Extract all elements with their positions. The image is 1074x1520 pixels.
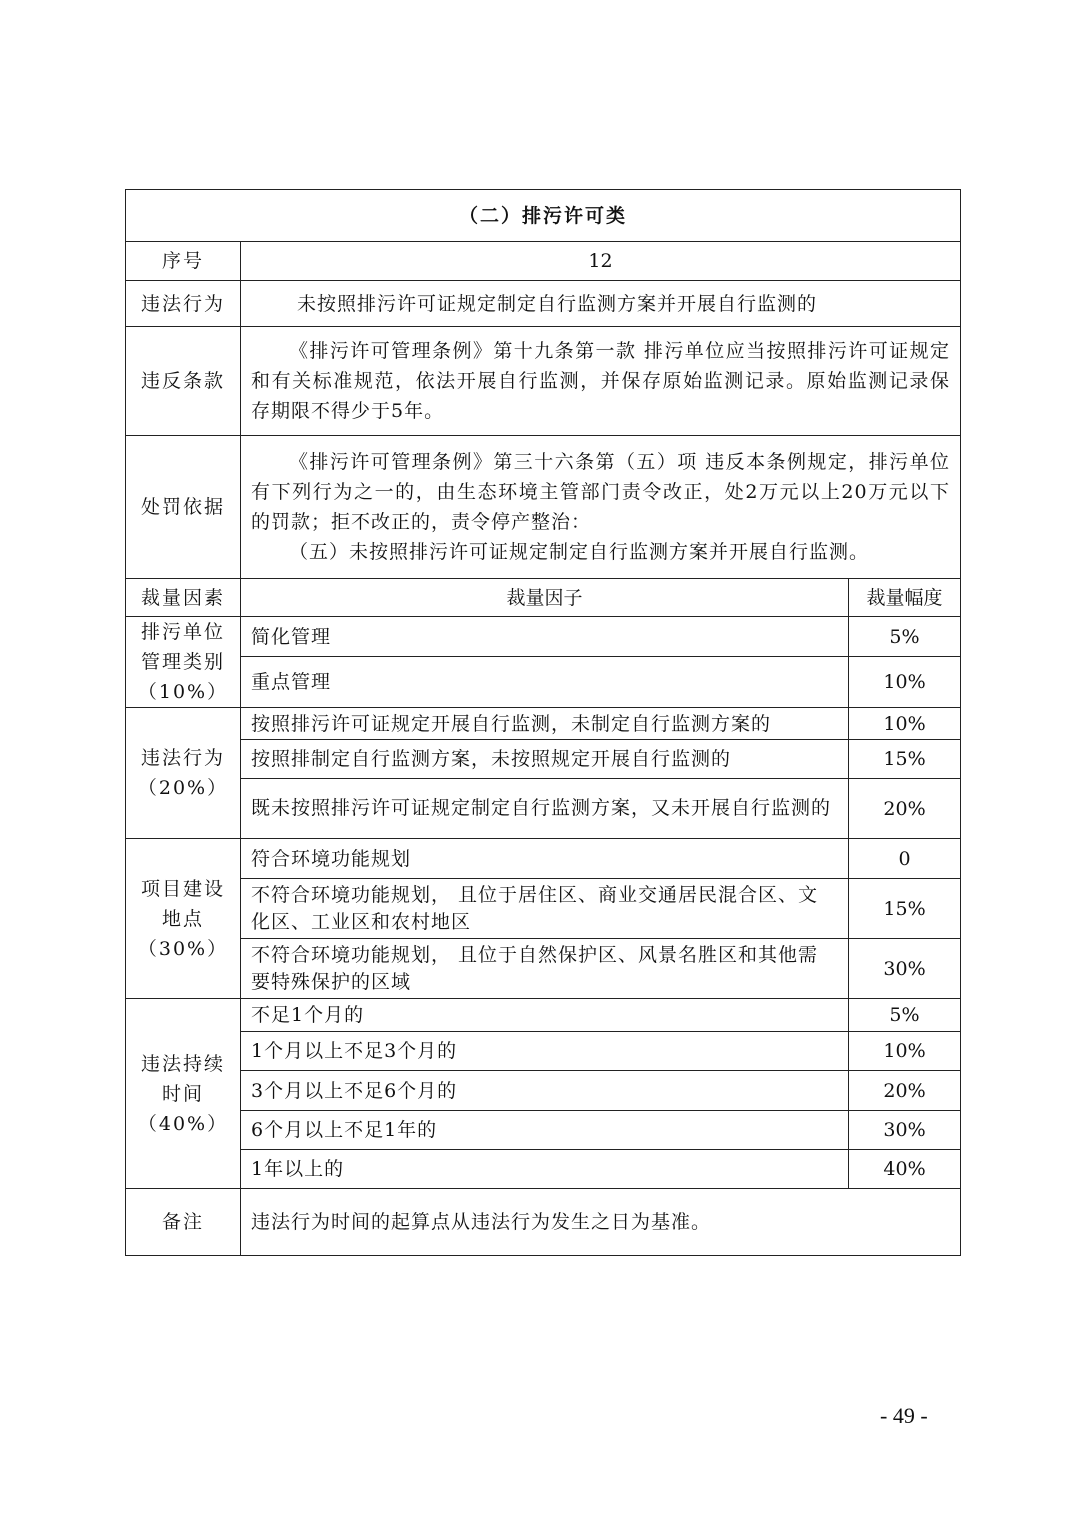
remark-label: 备注 bbox=[126, 1189, 241, 1256]
range-cell: 5% bbox=[849, 617, 961, 657]
penalty-table bbox=[125, 189, 961, 1256]
range-cell: 15% bbox=[849, 879, 961, 939]
factor-cell: 不符合环境功能规划， 且位于居住区、商业交通居民混合区、文化区、工业区和农村地区 bbox=[241, 879, 849, 939]
clause-text: 《排污许可管理条例》第十九条第一款 排污单位应当按照排污许可证规定和有关标准规范，依法开展自行监测，并保存原始监测记录。原始监测记录保存期限不得少于5年。 bbox=[251, 340, 951, 422]
factor-cell: 既未按照排污许可证规定制定自行监测方案，又未开展自行监测的 bbox=[241, 779, 849, 839]
factor-cell: 3个月以上不足6个月的 bbox=[241, 1071, 849, 1111]
page-number: - 49 - bbox=[880, 1403, 928, 1428]
remark-value: 违法行为时间的起算点从违法行为发生之日为基准。 bbox=[241, 1189, 961, 1256]
range-cell: 30% bbox=[849, 939, 961, 999]
group-label: 违法持续时间（40%） bbox=[126, 999, 241, 1189]
range-cell: 10% bbox=[849, 657, 961, 708]
factor-cell: 符合环境功能规划 bbox=[241, 839, 849, 879]
range-cell: 0 bbox=[849, 839, 961, 879]
range-cell: 10% bbox=[849, 1032, 961, 1071]
factor-cell: 1个月以上不足3个月的 bbox=[241, 1032, 849, 1071]
act-label: 违法行为 bbox=[126, 281, 241, 327]
group-label: 违法行为（20%） bbox=[126, 708, 241, 839]
factor-header-col3: 裁量幅度 bbox=[849, 579, 961, 617]
range-cell: 20% bbox=[849, 1071, 961, 1111]
factor-cell: 1年以上的 bbox=[241, 1150, 849, 1189]
seq-label: 序号 bbox=[126, 242, 241, 281]
table-title: （二）排污许可类 bbox=[126, 190, 961, 242]
basis-label: 处罚依据 bbox=[126, 436, 241, 579]
factor-cell: 不符合环境功能规划， 且位于自然保护区、风景名胜区和其他需要特殊保护的区域 bbox=[241, 939, 849, 999]
factor-cell: 不足1个月的 bbox=[241, 999, 849, 1032]
range-cell: 20% bbox=[849, 779, 961, 839]
clause-label: 违反条款 bbox=[126, 327, 241, 436]
factor-cell: 简化管理 bbox=[241, 617, 849, 657]
factor-header-col1: 裁量因素 bbox=[126, 579, 241, 617]
basis-paragraph-1: 《排污许可管理条例》第三十六条第（五）项 违反本条例规定，排污单位有下列行为之一的，由生态环境主管部门责令改正，处2万元以上20万元以下的罚款；拒不改正的，责令停产整治： bbox=[251, 451, 951, 533]
act-value: 未按照排污许可证规定制定自行监测方案并开展自行监测的 bbox=[241, 281, 961, 327]
factor-cell: 重点管理 bbox=[241, 657, 849, 708]
range-cell: 5% bbox=[849, 999, 961, 1032]
seq-value: 12 bbox=[241, 242, 961, 281]
clause-cell bbox=[241, 327, 961, 436]
range-cell: 40% bbox=[849, 1150, 961, 1189]
range-cell: 30% bbox=[849, 1111, 961, 1150]
factor-cell: 按照排制定自行监测方案，未按照规定开展自行监测的 bbox=[241, 740, 849, 779]
factor-cell: 6个月以上不足1年的 bbox=[241, 1111, 849, 1150]
factor-header-col2: 裁量因子 bbox=[241, 579, 849, 617]
range-cell: 15% bbox=[849, 740, 961, 779]
group-label: 项目建设地点（30%） bbox=[126, 839, 241, 999]
basis-paragraph-2: （五）未按照排污许可证规定制定自行监测方案并开展自行监测。 bbox=[289, 541, 870, 563]
group-label: 排污单位管理类别（10%） bbox=[126, 617, 241, 708]
basis-cell bbox=[241, 436, 961, 579]
range-cell: 10% bbox=[849, 708, 961, 740]
factor-cell: 按照排污许可证规定开展自行监测，未制定自行监测方案的 bbox=[241, 708, 849, 740]
